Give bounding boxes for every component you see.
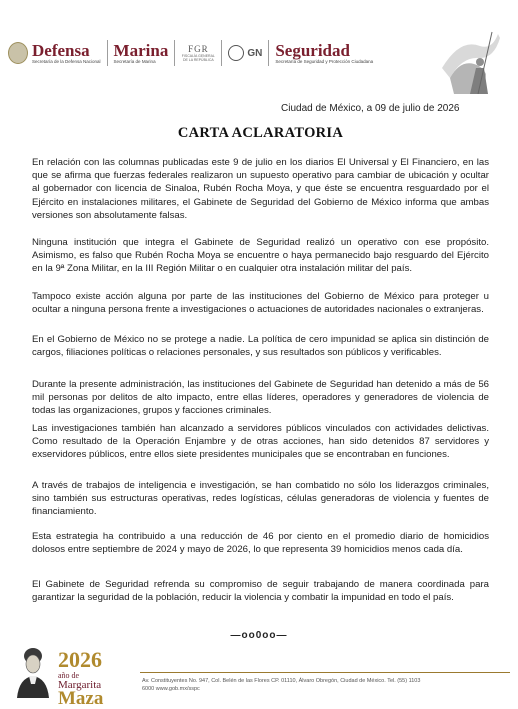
address-line: Av. Constituyentes No. 947, Col. Belén de las Flores CP. 01110, Álvaro Obregón, Ciudad de México. Tel. (55) 1103 bbox=[142, 678, 421, 684]
paragraph: El Gabinete de Seguridad refrenda su compromiso de seguir trabajando de manera coordinada para garantizar la seguridad de la población, reducir la violencia y combatir la impunidad en todo el país. bbox=[32, 579, 489, 604]
seguridad-logo bbox=[275, 42, 373, 65]
gn-emblem-icon bbox=[228, 45, 244, 61]
defensa-logo bbox=[8, 40, 373, 66]
year-emblem bbox=[58, 647, 138, 709]
paragraph: A través de trabajos de inteligencia e investigación, se han combatido no sólo los liderazgos criminales, sino también sus estructuras operativas, redes logísticas, células generadoras de violencia y fuentes de financiamiento. bbox=[32, 480, 489, 518]
coat-of-arms-icon bbox=[8, 42, 28, 64]
paragraph: En relación con las columnas publicadas este 9 de julio en los diarios El Universal y El Financiero, en las que se afirma que fuerzas federales realizaron un supuesto operativo para cambiar de ubicación y ocultar al gobernador con licencia de Sinaloa, Rubén Rocha Moya, y que éste se encuentra resguardado por el Ejército en instalaciones militares, el Gabinete de Seguridad del Gobierno de México informa que ambas versiones son absolutamente falsas. bbox=[32, 157, 489, 221]
divider bbox=[174, 40, 175, 66]
paragraph: Tampoco existe acción alguna por parte de las instituciones del Gobierno de México para proteger u ocultar a ninguna persona frente a investigaciones o actuaciones de autoridades nacionales o extranjeras. bbox=[32, 291, 489, 316]
marina-logo bbox=[114, 42, 169, 65]
fgr-name: FGR bbox=[188, 44, 209, 54]
letterhead bbox=[0, 0, 518, 90]
gn-logo bbox=[228, 45, 262, 61]
closing-mark: —oo0oo— bbox=[230, 630, 288, 641]
marina-subtitle: Secretaría de Marina bbox=[113, 58, 156, 64]
paragraph: Ninguna institución que integra el Gabinete de Seguridad realizó un operativo con ese propósito. Asimismo, es falso que Rubén Rocha Moya se encuentre o haya permanecido bajo resguardo del Ejército en la 9ª Zona Militar, en la III Región Militar o en cualquier otra instalación militar del país. bbox=[32, 237, 489, 275]
portrait-icon bbox=[13, 644, 53, 698]
divider bbox=[107, 40, 108, 66]
flag-figure-icon bbox=[440, 28, 502, 94]
fgr-logo bbox=[181, 44, 215, 62]
divider bbox=[221, 40, 222, 66]
fgr-subtitle: FISCALÍA GENERAL DE LA REPÚBLICA bbox=[181, 54, 215, 62]
footer-address bbox=[142, 677, 420, 693]
paragraph: Esta estrategia ha contribuido a una reducción de 46 por ciento en el promedio diario de homicidios dolosos entre septiembre de 2024 y mayo de 2026, lo que representa 39 homicidios menos cada día. bbox=[32, 531, 489, 556]
divider bbox=[268, 40, 269, 66]
seguridad-name: Seguridad bbox=[275, 40, 350, 60]
page-title: CARTA ACLARATORIA bbox=[177, 125, 344, 141]
seguridad-subtitle: Secretaría de Seguridad y Protección Ciudadana bbox=[275, 58, 374, 64]
paragraph: En el Gobierno de México no se protege a nadie. La política de cero impunidad se aplica sin distinción de cargos, filiaciones políticas o relaciones personales, y sus resultados son públicos y verificables. bbox=[32, 334, 489, 359]
year-name-last: Maza bbox=[58, 688, 104, 709]
letter-date: Ciudad de México, a 09 de julio de 2026 bbox=[281, 103, 460, 114]
footer-divider bbox=[140, 672, 510, 673]
gn-name: GN bbox=[247, 47, 263, 59]
year-number: 2026 bbox=[58, 647, 102, 672]
defensa-name: Defensa bbox=[32, 40, 90, 60]
paragraph: Las investigaciones también han alcanzado a servidores públicos vinculados con actividades delictivas. Como resultado de la Operación Enjambre y de otras acciones, han sido detenidos 87 servidores y exservidores públicos, entre ellos siete presidentes municipales que se encontraban en funciones. bbox=[32, 423, 489, 461]
marina-name: Marina bbox=[113, 40, 169, 60]
year-name-first: Margarita bbox=[58, 679, 102, 691]
defensa-subtitle: Secretaría de la Defensa Nacional bbox=[32, 58, 101, 64]
year-subtitle: año de bbox=[58, 671, 80, 680]
paragraph: Durante la presente administración, las instituciones del Gabinete de Seguridad han detenido a más de 56 mil personas por delitos de alto impacto, entre ellas líderes, operadores y generadores de violencia de todas las organizaciones, grupos y facciones criminales. bbox=[32, 379, 489, 417]
address-line: 6000 www.gob.mx/sspc bbox=[142, 686, 200, 692]
